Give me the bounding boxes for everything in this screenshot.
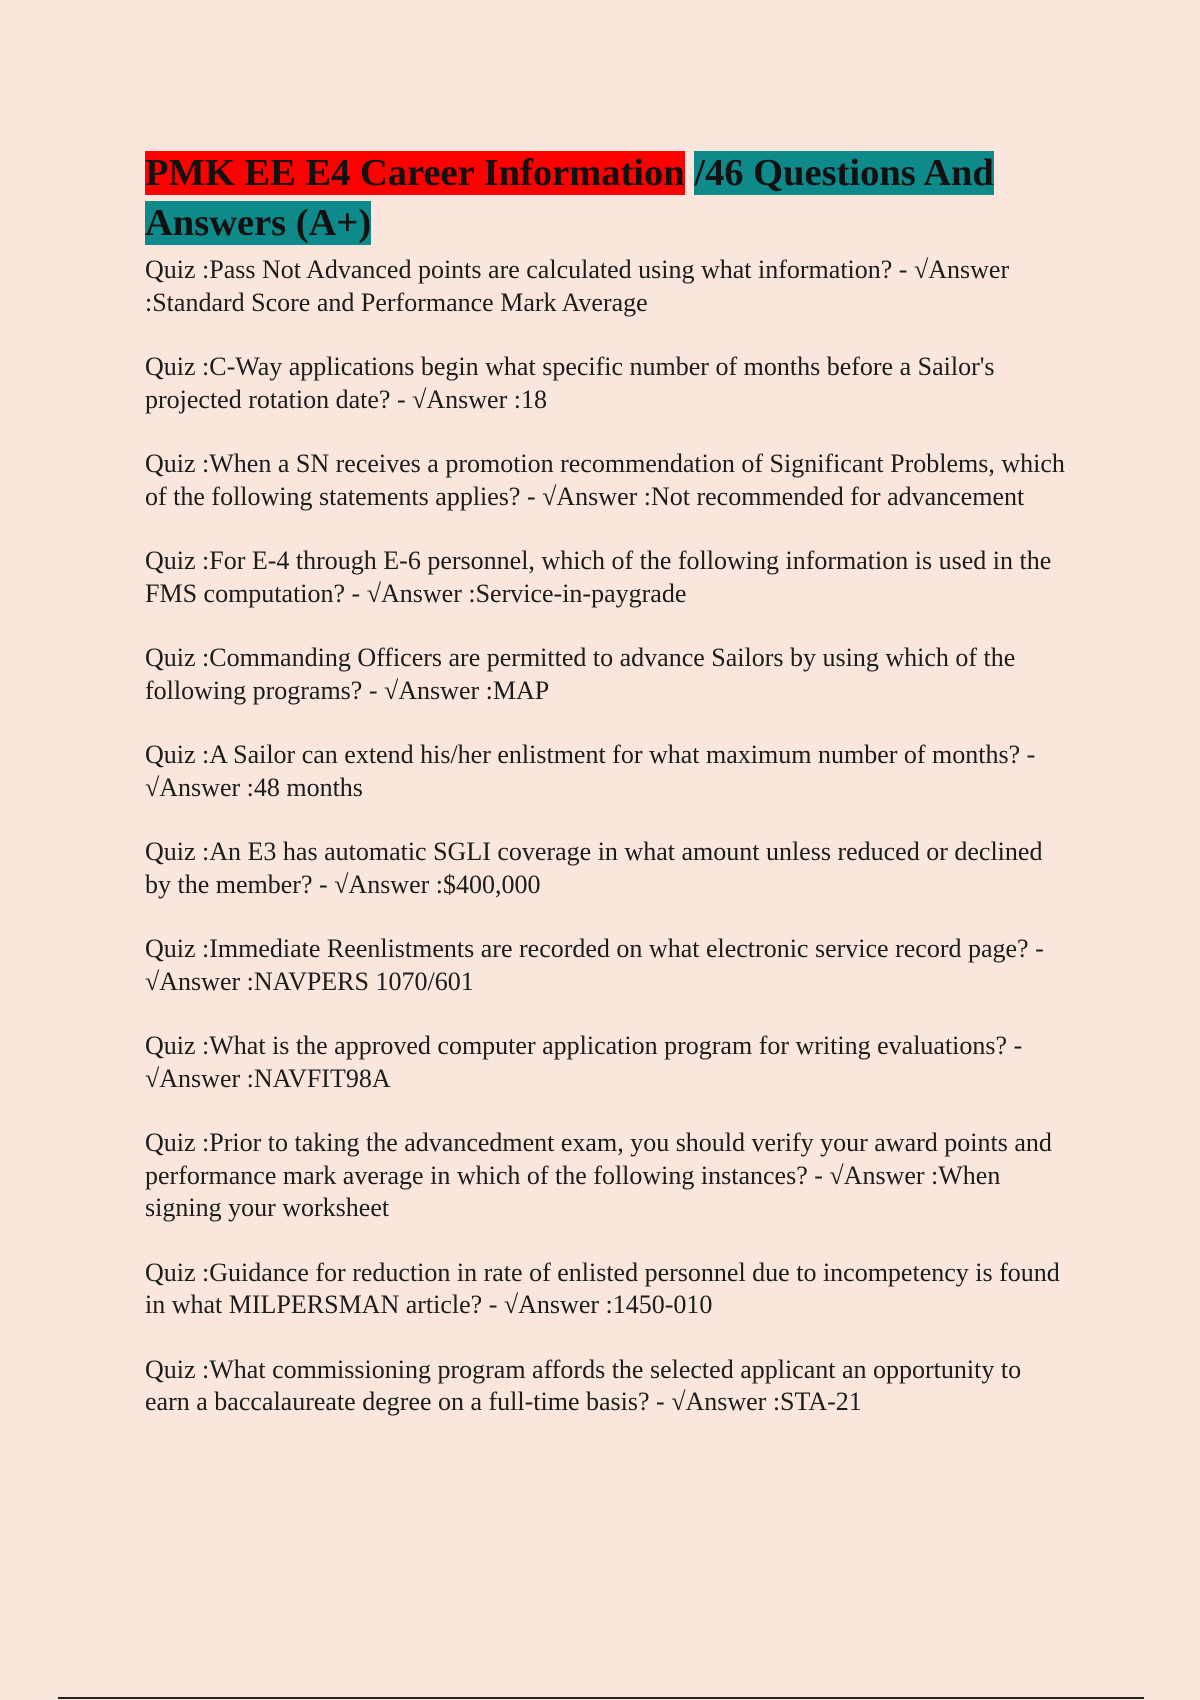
qa-item-3: Quiz :When a SN receives a promotion recommendation of Significant Problems, which of the following statements applies? - √Answer :Not recommended for advancement (145, 449, 1065, 511)
qa-item-4: Quiz :For E-4 through E-6 personnel, which of the following information is used in the FMS computation? - √Answer :Service-in-paygrade (145, 546, 1052, 608)
qa-item-12: Quiz :What commissioning program affords the selected applicant an opportunity to earn a baccalaureate degree on a full-time basis? - √Answer :STA-21 (145, 1354, 1022, 1416)
document-title (145, 148, 1065, 248)
qa-item-5: Quiz :Commanding Officers are permitted to advance Sailors by using which of the following programs? - √Answer :MAP (145, 643, 1016, 705)
footer-divider (58, 1697, 1144, 1699)
qa-list (145, 254, 1065, 1419)
qa-item-2: Quiz :C-Way applications begin what specific number of months before a Sailor's projected rotation date? - √Answer :18 (145, 352, 995, 414)
title-highlight-teal: /46 Questions And (694, 152, 994, 194)
qa-item-8: Quiz :Immediate Reenlistments are recorded on what electronic service record page? - √Answer :NAVPERS 1070/601 (145, 934, 1044, 996)
title-highlight-teal-line2: Answers (A+) (145, 202, 372, 244)
qa-item-11: Quiz :Guidance for reduction in rate of enlisted personnel due to incompetency is found in what MILPERSMAN article? - √Answer :1450-010 (145, 1257, 1060, 1319)
qa-item-1: Quiz :Pass Not Advanced points are calculated using what information? - √Answer :Standard Score and Performance Mark Average (145, 255, 1010, 317)
qa-item-10: Quiz :Prior to taking the advancedment exam, you should verify your award points and performance mark average in which of the following instances? - √Answer :When signing your worksheet (145, 1128, 1052, 1222)
qa-item-9: Quiz :What is the approved computer application program for writing evaluations? - √Answer :NAVFIT98A (145, 1031, 1023, 1093)
title-highlight-red: PMK EE E4 Career Information (145, 152, 685, 194)
document-page (145, 148, 1065, 1451)
qa-item-6: Quiz :A Sailor can extend his/her enlistment for what maximum number of months? - √Answer :48 months (145, 740, 1036, 802)
qa-item-7: Quiz :An E3 has automatic SGLI coverage in what amount unless reduced or declined by the member? - √Answer :$400,000 (145, 837, 1043, 899)
